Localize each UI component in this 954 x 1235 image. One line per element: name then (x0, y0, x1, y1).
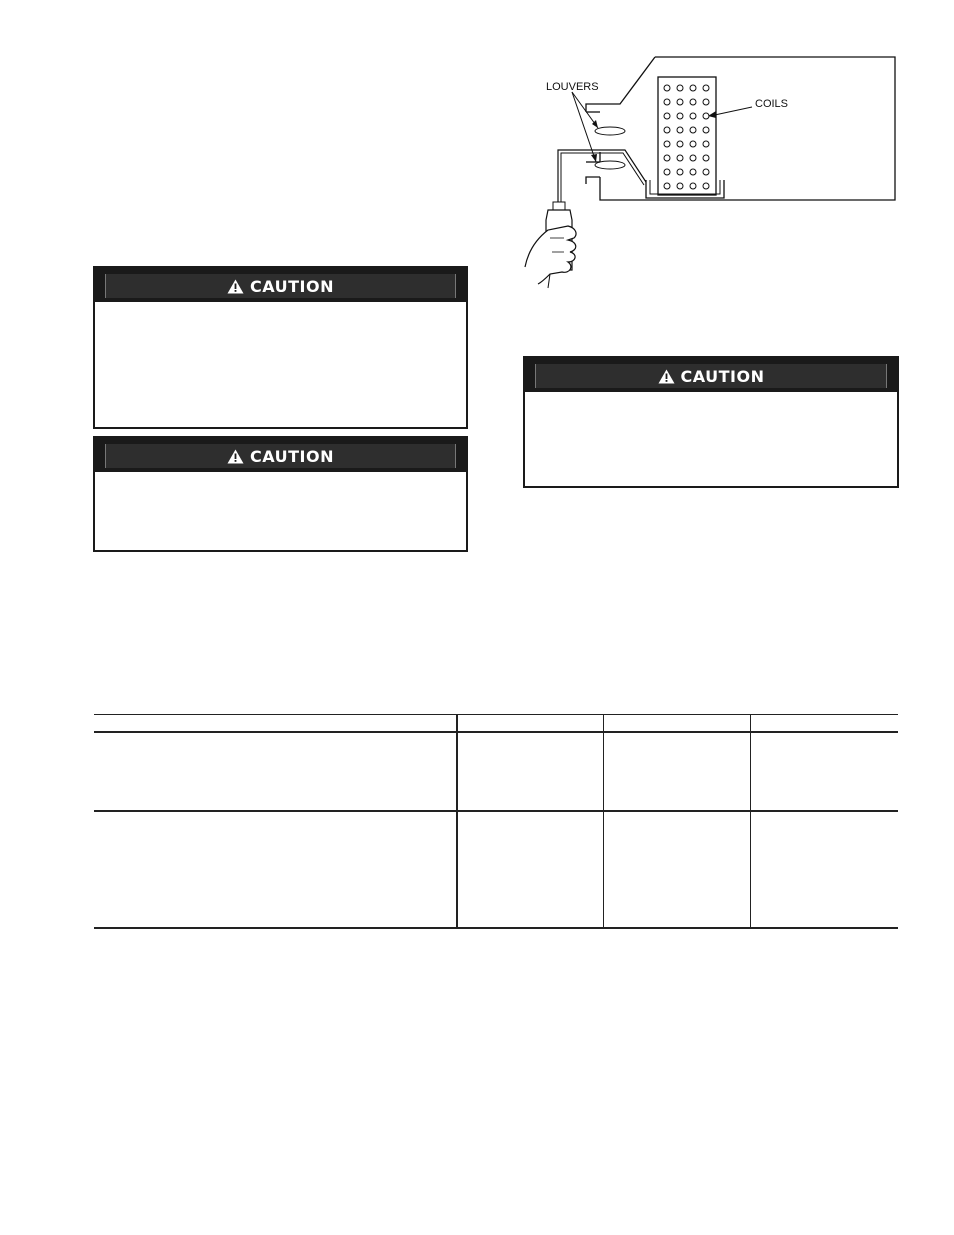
spec-table (94, 714, 898, 929)
caution-title: CAUTION (250, 446, 334, 466)
table-header-cell (604, 715, 750, 733)
coils-label: COILS (755, 98, 789, 110)
table-cell (604, 811, 750, 928)
table-cell (94, 811, 457, 928)
table-header-cell (457, 715, 604, 733)
table-row (94, 811, 898, 928)
caution-header (95, 438, 466, 472)
table-cell (750, 811, 898, 928)
coil-cleaning-figure (520, 52, 900, 292)
table-header-row (94, 715, 898, 733)
table-row (94, 732, 898, 811)
table-cell (457, 732, 604, 811)
table-cell (750, 732, 898, 811)
caution-box-2 (93, 436, 468, 552)
table-cell (94, 732, 457, 811)
caution-title: CAUTION (680, 366, 765, 386)
caution-box-1 (93, 266, 468, 429)
table-cell (604, 732, 750, 811)
caution-header (95, 268, 466, 302)
warning-triangle-icon (658, 369, 675, 384)
table-header-cell (94, 715, 457, 733)
caution-box-3 (523, 356, 899, 488)
table-header-cell (750, 715, 898, 733)
louvers-label: LOUVERS (546, 81, 599, 93)
caution-header (525, 358, 897, 392)
warning-triangle-icon (227, 449, 244, 464)
table-cell (457, 811, 604, 928)
caution-title: CAUTION (250, 276, 334, 296)
warning-triangle-icon (227, 279, 244, 294)
